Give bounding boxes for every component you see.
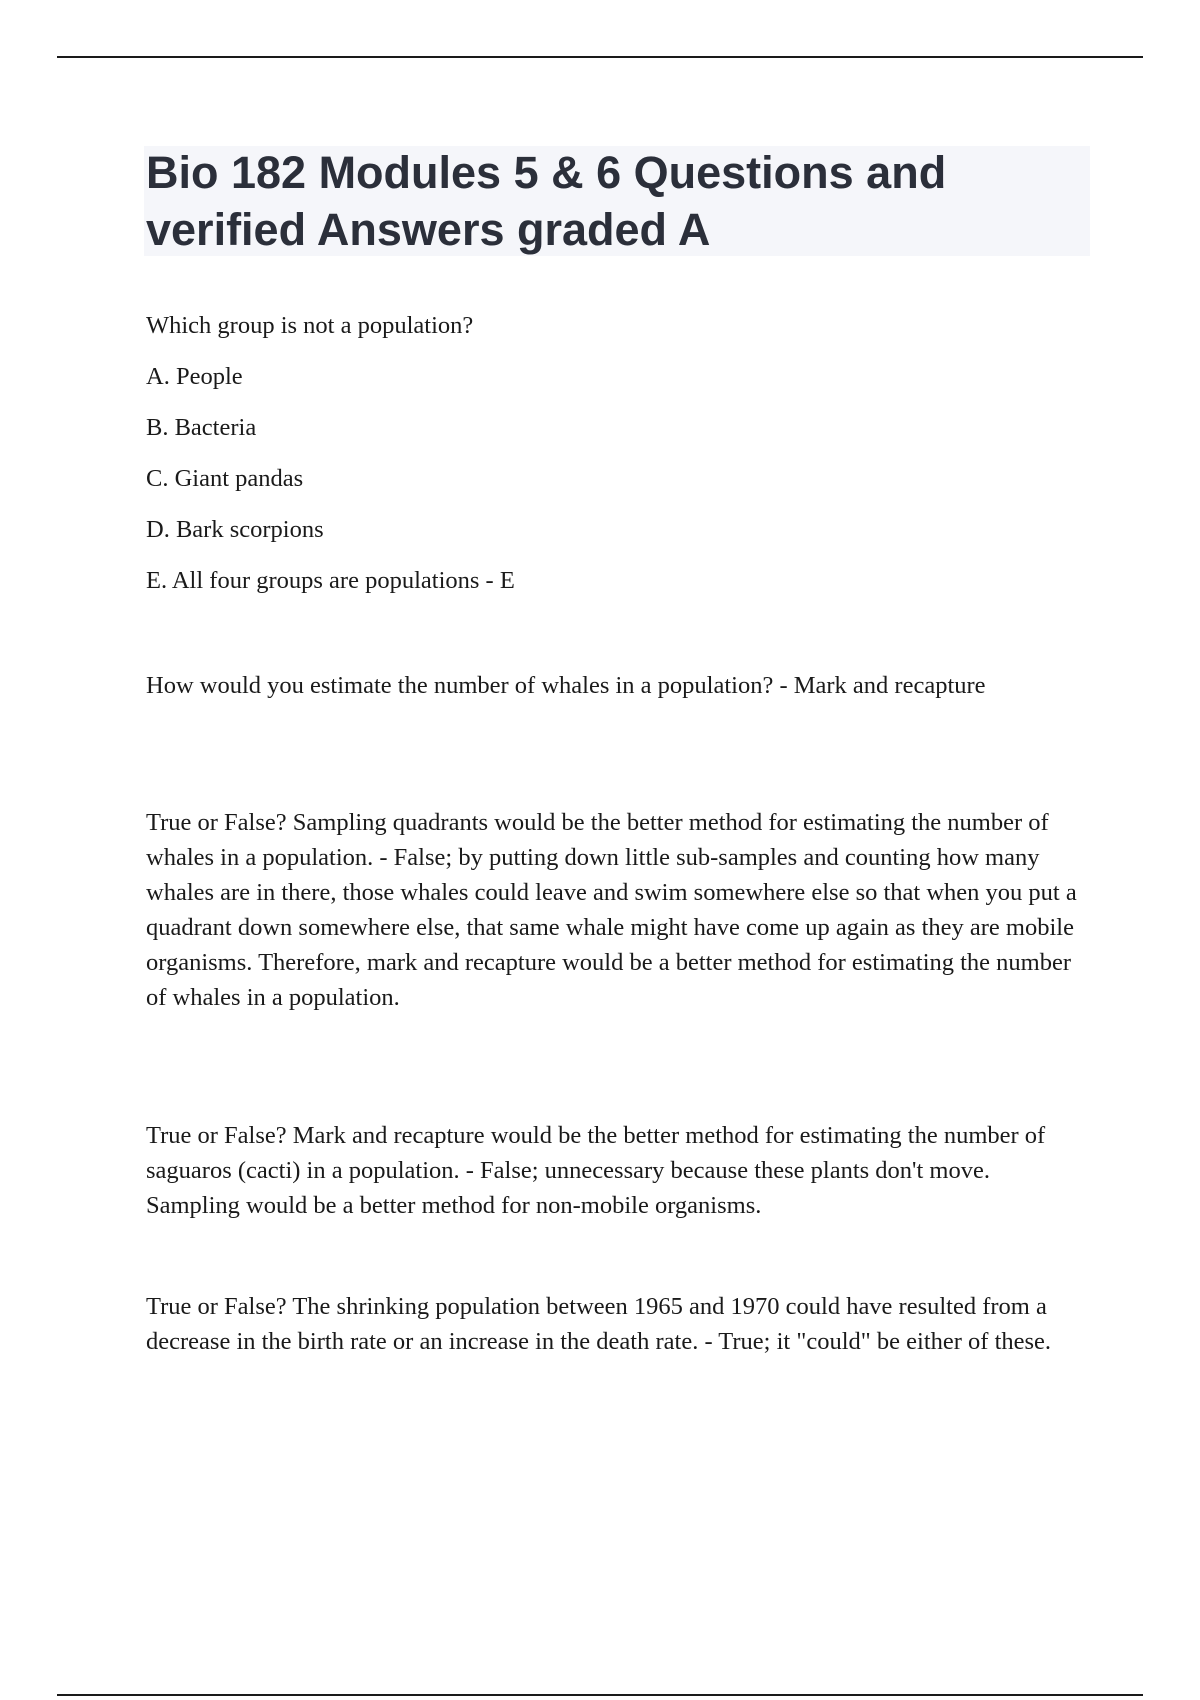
question-4-text: True or False? Mark and recapture would be the better method for estimating the number of saguaros (cacti) in a population. - False; unnecessary because these plants don't move. Sampling would be a better method for non-mobile organisms. (146, 1122, 1046, 1219)
question-5 (146, 1289, 1086, 1359)
bottom-divider (57, 1694, 1143, 1696)
document-title: Bio 182 Modules 5 & 6 Questions and verified Answers graded A (146, 147, 947, 255)
question-1 (146, 308, 1086, 614)
question-1-option-c: C. Giant pandas (146, 465, 304, 492)
question-1-option-d: D. Bark scorpions (146, 516, 324, 543)
question-1-option-b: B. Bacteria (146, 414, 257, 441)
question-2 (146, 668, 1086, 703)
question-1-prompt: Which group is not a population? (146, 312, 474, 339)
top-divider (57, 56, 1143, 58)
question-1-option-a: A. People (146, 363, 243, 390)
question-2-text: How would you estimate the number of whales in a population? - Mark and recapture (146, 672, 986, 699)
question-4 (146, 1118, 1086, 1223)
question-3 (146, 805, 1086, 1015)
question-3-text: True or False? Sampling quadrants would be the better method for estimating the number of whales in a population. - False; by putting down little sub-samples and counting how many whales are in there, those whales could leave and swim somewhere else so that when you put a quadrant down somewhere else, that same whale might have come up again as they are mobile organisms. Therefore, mark and recapture would be a better method for estimating the number of whales in a population. (146, 809, 1077, 1011)
question-1-option-e: E. All four groups are populations - E (146, 567, 515, 594)
question-5-text: True or False? The shrinking population between 1965 and 1970 could have resulted from a decrease in the birth rate or an increase in the death rate. - True; it "could" be either of these. (146, 1293, 1052, 1355)
